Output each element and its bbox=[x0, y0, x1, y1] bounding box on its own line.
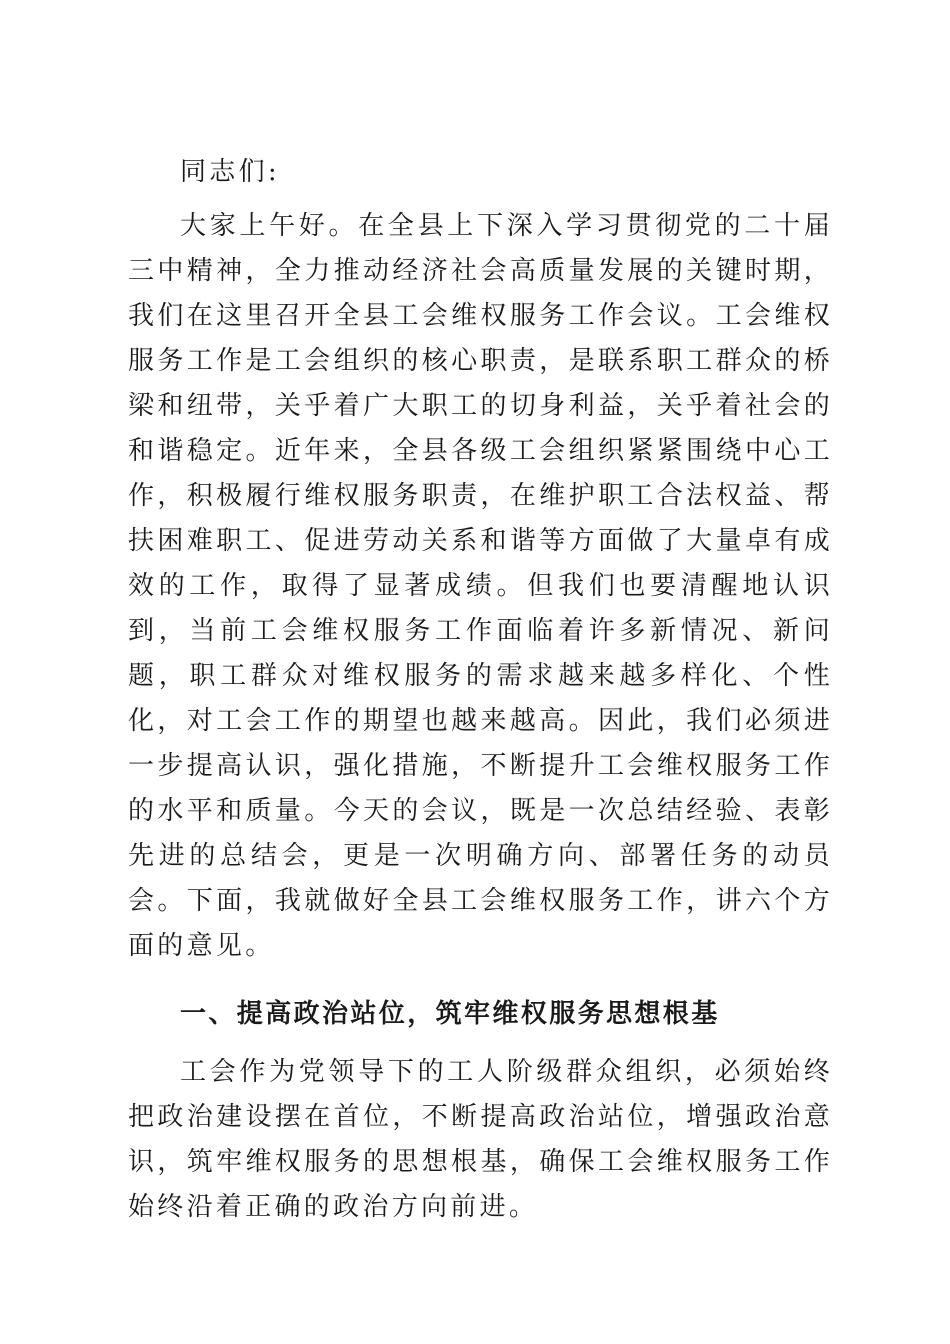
greeting: 同志们: bbox=[180, 157, 280, 187]
section-paragraph: 工会作为党领导下的工人阶级群众组织，必须始终把政治建设摆在首位，不断提高政治站位，增强政治意识，筑牢维权服务的思想根基，确保工会维权服务工作始终沿着正确的政治方向前进。 bbox=[128, 1057, 833, 1222]
document-body bbox=[128, 150, 833, 1230]
intro-paragraph: 大家上午好。在全县上下深入学习贯彻党的二十届三中精神，全力推动经济社会高质量发展的关键时期，我们在这里召开全县工会维权服务工作会议。工会维权服务工作是工会组织的核心职责，是联系职工群众的桥梁和纽带，关乎着广大职工的切身利益，关乎着社会的和谐稳定。近年来，全县各级工会组织紧紧围绕中心工作，积极履行维权服务职责，在维护职工合法权益、帮扶困难职工、促进劳动关系和谐等方面做了大量卓有成效的工作，取得了显著成绩。但我们也要清醒地认识到，当前工会维权服务工作面临着许多新情况、新问题，职工群众对维权服务的需求越来越多样化、个性化，对工会工作的期望也越来越高。因此，我们必须进一步提高认识，强化措施，不断提升工会维权服务工作的水平和质量。今天的会议，既是一次总结经验、表彰先进的总结会，更是一次明确方向、部署任务的动员会。下面，我就做好全县工会维权服务工作，讲六个方面的意见。 bbox=[128, 211, 833, 961]
section-heading: 一、提高政治站位，筑牢维权服务思想根基 bbox=[180, 999, 720, 1029]
